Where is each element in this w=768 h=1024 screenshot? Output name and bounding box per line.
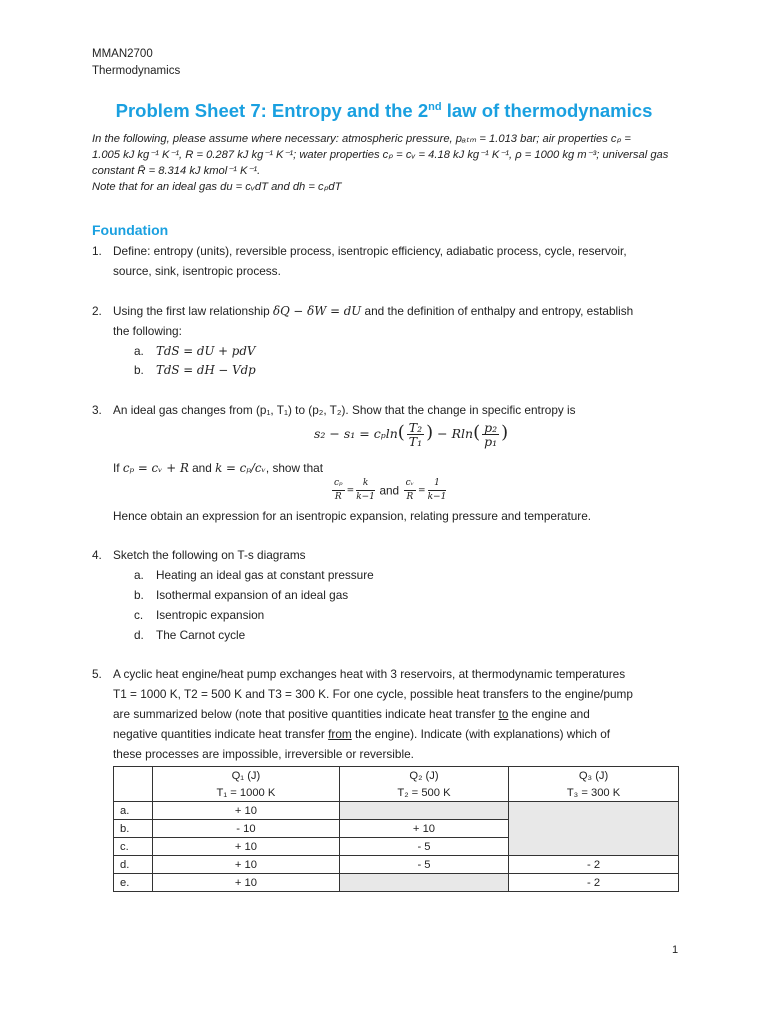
intro-line: In the following, please assume where necessary: atmospheric pressure, pₐₜₘ = 1.013 bar; air properties cₚ = <box>92 133 631 145</box>
question-number: 5. <box>92 667 102 681</box>
intro-paragraph <box>92 131 682 195</box>
question-4-text: Sketch the following on T-s diagrams <box>113 548 306 562</box>
column-subheader: T₃ = 300 K <box>509 784 679 802</box>
table-row: b. - 10 + 10 <box>114 820 679 838</box>
question-3-if: If cₚ = cᵥ + R and k = cₚ/cᵥ, show that <box>113 461 323 475</box>
column-header: Q₃ (J) <box>509 767 679 785</box>
table-row: d. + 10 - 5 - 2 <box>114 856 679 874</box>
section-heading: Foundation <box>92 222 169 238</box>
ratio-equations: $\frac{\text{cₚ}}{R}$ = $\frac{k}{k-1}$ and $\frac{\text{cᵥ}}{R}$ = $\frac{1}{k-1}$ <box>334 478 447 502</box>
table-row: c. + 10 - 5 <box>114 838 679 856</box>
page-title: Problem Sheet 7: Entropy and the 2nd law of thermodynamics <box>115 100 653 121</box>
intro-line: Note that for an ideal gas du = cᵥdT and dh = cₚdT <box>92 181 342 193</box>
question-3-hence: Hence obtain an expression for an isentropic expansion, relating pressure and temperature. <box>113 509 592 523</box>
heat-transfer-table <box>113 766 679 892</box>
question-2: Using the first law relationship δQ − δW = dU and the definition of enthalpy and entropy, establish the following: <box>113 304 634 338</box>
course-code: MMAN2700 <box>92 48 153 60</box>
question-number: 2. <box>92 304 102 318</box>
question-5-text: A cyclic heat engine/heat pump exchanges heat with 3 reservoirs, at thermodynamic temperatures T1 = 1000 K, T2 = 500 K and T3 = 300 K. For one cycle, possible heat transfers to the engine/pump are summarized below (note that positive quantities indicate heat transfer to the engine and negative quantities indicate heat transfer from the engine). Indicate (with explanations) which of these processes are impossible, irreversible or reversible. <box>113 667 633 761</box>
page-number: 1 <box>672 944 679 956</box>
column-subheader: T₁ = 1000 K <box>153 784 340 802</box>
entropy-equation: s₂ − s₁ = cₚln( $\frac{\text{T₂}}{\text{T₁}}$ ) − Rln( $\frac{\text{p₂}}{\text{p₁}}$ ) <box>314 420 509 449</box>
question-1: Define: entropy (units), reversible process, isentropic efficiency, adiabatic process, cycle, reservoir, source, sink, isentropic process. <box>113 244 627 278</box>
intro-line: 1.005 kJ kg⁻¹ K⁻¹, R = 0.287 kJ kg⁻¹ K⁻¹; water properties cₚ = cᵥ = 4.18 kJ kg⁻¹ K⁻¹, ρ = 1000 kg m⁻³; universal gas <box>92 149 669 161</box>
list-item: a. Heating an ideal gas at constant pressure <box>134 568 374 582</box>
column-header: Q₂ (J) <box>339 767 508 785</box>
list-item: c. Isentropic expansion <box>134 608 265 622</box>
list-item: d. The Carnot cycle <box>134 628 246 642</box>
table-subheader-row <box>114 784 679 802</box>
question-3-text: An ideal gas changes from (p₁, T₁) to (p₂, T₂). Show that the change in specific entropy is <box>113 403 576 417</box>
table-header-row <box>114 767 679 785</box>
column-header: Q₁ (J) <box>153 767 340 785</box>
list-item: b. Isothermal expansion of an ideal gas <box>134 588 349 602</box>
question-number: 4. <box>92 548 102 562</box>
column-subheader: T₂ = 500 K <box>339 784 508 802</box>
table-row: a. + 10 <box>114 802 679 820</box>
list-item: b. TdS = dH − Vdp <box>134 363 256 377</box>
list-item: a. TdS = dU + pdV <box>134 344 256 358</box>
question-number: 1. <box>92 244 102 258</box>
table-row: e. + 10 - 2 <box>114 874 679 892</box>
course-name: Thermodynamics <box>92 65 181 77</box>
intro-line: constant R̄ = 8.314 kJ kmol⁻¹ K⁻¹. <box>92 165 261 177</box>
question-number: 3. <box>92 403 102 417</box>
